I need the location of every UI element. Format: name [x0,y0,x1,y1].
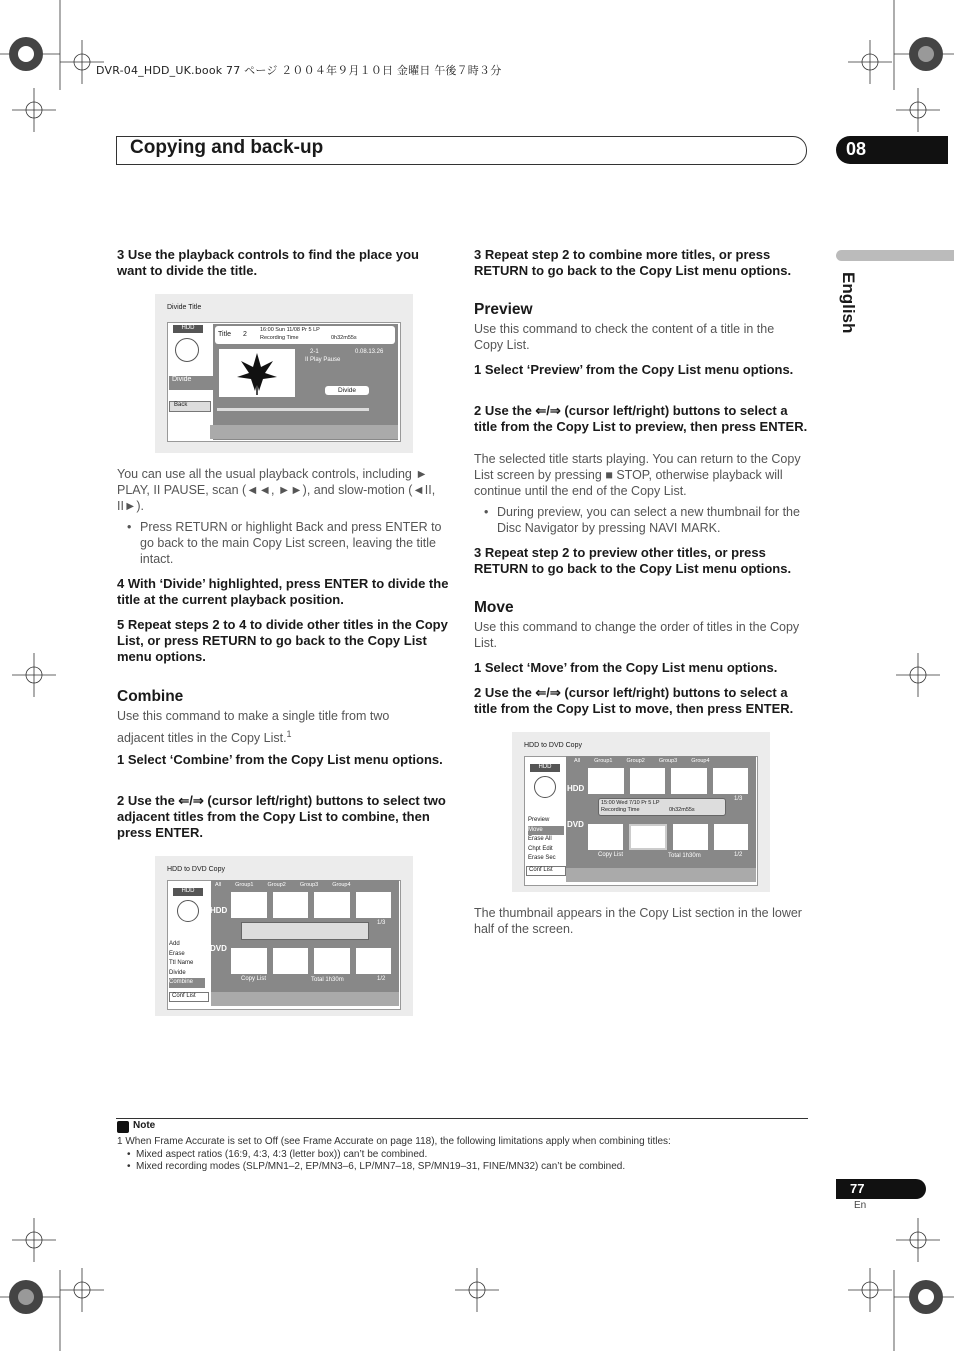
preview-body: The selected title starts playing. You can return to the Copy List screen by pressing ■ STOP, otherwise playback will continue until the end of the Copy List. [474,452,801,498]
note-label: Note [133,1120,156,1131]
shot2-menu [169,940,205,988]
shot2-page-bottom: 1/2 [377,976,386,982]
shot2-menu-add[interactable]: Add [169,941,180,947]
bullet-dot: • [127,1149,131,1160]
shot3-dvd-thumbnails [588,824,748,850]
shot1-hdd-label: HDD [173,325,203,333]
chapter-number: 08 [846,139,867,159]
info-panel [598,798,726,816]
combine-heading: Combine [117,688,184,705]
shot3-title: HDD to DVD Copy [524,742,582,749]
shot3-hdd-label: HDD [530,764,560,772]
shot1-rec-time: 0h32m55s [331,335,357,341]
step-3-divide: 3 Use the playback controls to find the place you want to divide the title. [117,247,419,278]
shot2-conf-list-button[interactable]: Conf List [169,992,209,1002]
move-heading: Move [474,599,514,616]
shot3-menu-erase-all[interactable]: Erase All [528,836,552,842]
shot3-total: Total 1h30m [668,853,701,859]
combine-screenshot [155,856,413,1016]
tab-group4[interactable]: Group4 [332,882,351,888]
tab-group3[interactable]: Group3 [299,882,319,888]
shot2-hdd-label: HDD [173,888,203,896]
shot1-title: Divide Title [167,304,202,311]
combine-step-3: 3 Repeat step 2 to combine more titles, or press RETURN to go back to the Copy List menu options. [474,247,792,278]
thumbnail[interactable] [231,948,267,974]
shot2-page-top: 1/3 [377,920,386,926]
shot3-conf-list-button[interactable]: Conf List [526,866,566,876]
shot3-tabs [574,758,756,766]
shot1-rec-label: Recording Time [260,335,299,341]
note-bullet-2: Mixed recording modes (SLP/MN1–2, EP/MN3–6, LP/MN7–18, SP/MN19–31, FINE/MN32) can’t be combined. [136,1161,626,1172]
info-panel [241,922,369,940]
combine-step-2: 2 Use the ⇐/⇒ (cursor left/right) buttons to select two adjacent titles from the Copy List to combine, then press ENTER. [117,793,446,840]
navi-mark-bullet: During preview, you can select a new thumbnail for the Disc Navigator by pressing NAVI MARK. [497,505,800,535]
shot1-chapter: 2-1 [310,349,319,355]
shot1-timecode: 0.08.13.26 [355,349,384,355]
shot1-state: II Play Pause [305,357,341,363]
note-bullet-1: Mixed aspect ratios (16:9, 4:3, 4:3 (letter box)) can’t be combined. [136,1149,428,1160]
thumbnail[interactable] [273,892,309,918]
disc-icon [177,900,199,922]
chapter-badge [836,136,948,164]
combine-step-1: 1 Select ‘Combine’ from the Copy List menu options. [117,752,443,767]
return-bullet: Press RETURN or highlight Back and press ENTER to go back to the main Copy List screen, leaving the title intact. [140,520,442,566]
tab-group4[interactable]: Group4 [691,758,710,764]
shot2-menu-ttl-name[interactable]: Ttl Name [169,960,194,966]
bullet-dot: • [127,520,132,534]
shot3-info-label: Recording Time [601,807,640,813]
shot2-title: HDD to DVD Copy [167,866,225,873]
shot3-menu-move[interactable]: Move [528,826,564,836]
shot1-rec-info: 16:00 Sun 11/08 Pr 5 LP [260,327,320,333]
shot3-info-time: 0h32m55s [669,807,695,813]
preview-step-2: 2 Use the ⇐/⇒ (cursor left/right) buttons to select a title from the Copy List to preview, then press ENTER. [474,403,808,434]
language-label: English [839,272,858,334]
shot3-dvd-text: DVD [567,820,584,829]
combine-description-text: Use this command to make a single title from two adjacent titles in the Copy List. [117,709,390,746]
disc-icon [534,776,556,798]
tab-all[interactable]: All [215,882,222,888]
shot1-back-button[interactable]: Back [169,401,211,412]
bullet-dot: • [484,505,489,519]
tab-group2[interactable]: Group2 [626,758,645,764]
print-header: DVR-04_HDD_UK.book 77 ページ ２００４年９月１０日 金曜日 午後７時３分 [96,64,502,77]
thumbnail[interactable] [314,948,350,974]
note-icon [117,1121,129,1133]
thumbnail[interactable] [713,768,749,794]
thumbnail-selected[interactable] [629,824,668,850]
shot3-info-line: 15:00 Wed 7/10 Pr 5 LP [601,800,660,806]
leaf-thumbnail [219,349,295,397]
thumbnail[interactable] [671,768,707,794]
shot2-tabs [215,882,399,890]
shot3-copy-list-label: Copy List [598,852,624,858]
shot2-copy-list-label: Copy List [241,976,267,982]
shot3-hdd-text: HDD [567,784,585,793]
tab-group2[interactable]: Group2 [267,882,286,888]
tab-group1[interactable]: Group1 [235,882,254,888]
shot3-menu [528,816,564,864]
preview-description: Use this command to check the content of a title in the Copy List. [474,322,775,352]
preview-step-3: 3 Repeat step 2 to preview other titles, or press RETURN to go back to the Copy List menu options. [474,545,792,576]
page-title: Copying and back-up [130,137,324,158]
thumbnail[interactable] [273,948,309,974]
shot3-menu-chpt-edit[interactable]: Chpt Edit [528,845,553,852]
shot2-hdd-thumbnails [231,892,391,918]
thumbnail[interactable] [231,892,267,918]
shot2-hdd-text: HDD [210,906,228,915]
shot2-total: Total 1h30m [311,977,344,983]
move-step-2: 2 Use the ⇐/⇒ (cursor left/right) buttons to select a title from the Copy List to move, then press ENTER. [474,685,794,716]
thumbnail[interactable] [588,824,623,850]
thumbnail[interactable] [356,892,392,918]
shot3-hdd-thumbnails [588,768,748,794]
shot2-menu-divide[interactable]: Divide [169,969,186,976]
step-5-divide: 5 Repeat steps 2 to 4 to divide other titles in the Copy List, or press RETURN to go back to the Copy List menu options. [117,617,448,664]
page-number-badge [836,1179,926,1199]
step-4-divide: 4 With ‘Divide’ highlighted, press ENTER to divide the title at the current playback position. [117,576,449,607]
move-step-1: 1 Select ‘Move’ from the Copy List menu options. [474,660,778,675]
thumbnail[interactable] [630,768,666,794]
shot3-page-top: 1/3 [734,796,743,802]
shot1-field-title: Title [218,331,231,338]
thumbnail[interactable] [356,948,392,974]
shot2-dvd-text: DVD [210,944,227,953]
preview-step-1: 1 Select ‘Preview’ from the Copy List menu options. [474,362,794,377]
divide-title-screenshot [155,294,413,453]
move-screenshot [512,732,770,892]
tab-group1[interactable]: Group1 [594,758,613,764]
shot3-menu-erase-sec[interactable]: Erase Sec [528,855,556,861]
disc-icon [175,338,199,362]
shot2-menu-combine[interactable]: Combine [169,978,205,988]
preview-heading: Preview [474,301,533,318]
combine-description [117,707,437,747]
thumbnail[interactable] [714,824,749,850]
shot1-field-num: 2 [243,331,247,338]
move-description: Use this command to change the order of titles in the Copy List. [474,620,800,650]
shot1-divide-button[interactable]: Divide [325,386,369,395]
bullet-dot: • [127,1161,131,1172]
footnote-ref[interactable]: 1 [286,729,292,739]
playback-controls-text: You can use all the usual playback controls, including ► PLAY, II PAUSE, scan (◄◄, ►►), and slow-motion (◄II, II►). [117,467,436,513]
thumbnail[interactable] [588,768,624,794]
note-divider [116,1118,808,1119]
shot3-page-bottom: 1/2 [734,852,743,858]
shot1-menu-divide: Divide [169,376,213,390]
progress-bar [217,408,369,411]
shot2-menu-erase[interactable]: Erase [169,950,185,957]
move-caption: The thumbnail appears in the Copy List section in the lower half of the screen. [474,906,802,936]
tab-all[interactable]: All [574,758,581,764]
thumbnail[interactable] [314,892,350,918]
shot3-menu-preview[interactable]: Preview [528,817,550,823]
page-number: 77 [850,1181,865,1196]
shot2-dvd-thumbnails [231,948,391,974]
thumbnail[interactable] [673,824,708,850]
page-language: En [854,1200,867,1211]
tab-group3[interactable]: Group3 [658,758,678,764]
note-line-1: 1 When Frame Accurate is set to Off (see Frame Accurate on page 118), the following limitations apply when combining titles: [117,1136,671,1147]
language-tab-bar [836,250,954,261]
